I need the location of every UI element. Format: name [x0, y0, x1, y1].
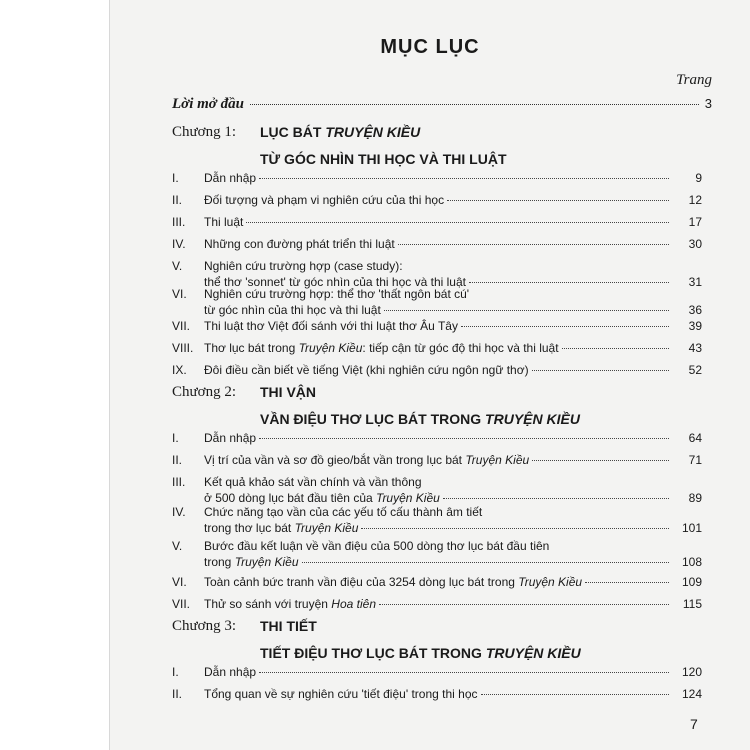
leader-dots — [259, 672, 669, 673]
leader-dots — [259, 178, 669, 179]
intro-entry — [172, 96, 712, 116]
entry-title: Dẫn nhập — [204, 171, 257, 185]
intro-label: Lời mở đầu — [172, 96, 244, 112]
entry-numeral: VII. — [172, 597, 191, 611]
entry-page: 71 — [688, 453, 702, 467]
entry-page: 109 — [681, 575, 702, 589]
entry-title: Chức năng tạo vần của các yếu tố cấu thành âm tiết — [204, 505, 483, 519]
entry-title: Dẫn nhập — [204, 431, 257, 445]
book-page — [110, 0, 750, 750]
entry-title: trong thơ lục bát Truyện Kiều — [204, 521, 359, 535]
leader-dots — [259, 438, 669, 439]
chapter-number: Chương 3: — [172, 618, 236, 634]
chapter-title — [260, 124, 420, 140]
chapter-subtitle-text: VẦN ĐIỆU THƠ LỤC BÁT TRONG — [260, 411, 482, 427]
chapter-title-text: LỤC BÁT — [260, 124, 322, 140]
entry-title: Tổng quan về sự nghiên cứu 'tiết điệu' trong thi học — [204, 687, 478, 701]
page-number: 7 — [690, 716, 698, 732]
leader-dots — [443, 498, 669, 499]
leader-dots — [562, 348, 669, 349]
entry-title: Kết quả khảo sát vần chính và vần thông — [204, 475, 422, 489]
chapter-subtitle-italic: TRUYỆN KIỀU — [485, 411, 580, 427]
entry-title: Thử so sánh với truyện Hoa tiên — [204, 597, 376, 611]
entry-numeral: IV. — [172, 505, 186, 519]
entry-page: 124 — [681, 687, 702, 701]
entry-numeral: VII. — [172, 319, 191, 333]
leader-dots — [384, 310, 669, 311]
entry-page: 52 — [688, 363, 702, 377]
entry-page: 120 — [681, 665, 702, 679]
entry-page: 101 — [681, 521, 702, 535]
entry-title: Thi luật — [204, 215, 244, 229]
entry-title: Đôi điều cần biết về tiếng Việt (khi nghiên cứu ngôn ngữ thơ) — [204, 363, 529, 377]
entry-numeral: VI. — [172, 287, 187, 301]
entry-page: 43 — [688, 341, 702, 355]
chapter-title: THI VẬN — [260, 384, 316, 400]
chapter-subtitle-italic: TRUYỆN KIỀU — [485, 645, 581, 661]
entry-page: 64 — [688, 431, 702, 445]
entry-page: 108 — [681, 555, 702, 569]
entry-title: ở 500 dòng lục bát đầu tiên của Truyện Kiều — [204, 491, 440, 505]
entry-page: 36 — [688, 303, 702, 317]
entry-numeral: V. — [172, 539, 183, 553]
entry-page: 39 — [688, 319, 702, 333]
leader-dots — [469, 282, 669, 283]
chapter-title-italic: TRUYỆN KIỀU — [325, 124, 421, 140]
leader-dots — [447, 200, 669, 201]
chapter-number: Chương 1: — [172, 124, 236, 140]
leader-dots — [379, 604, 669, 605]
entry-numeral: IV. — [172, 237, 186, 251]
entry-page: 17 — [688, 215, 702, 229]
entry-title: Thơ lục bát trong Truyện Kiều: tiếp cận từ góc độ thi học và thi luật — [204, 341, 559, 355]
entry-page: 89 — [688, 491, 702, 505]
entry-numeral: IX. — [172, 363, 187, 377]
leader-dots — [398, 244, 669, 245]
entry-title: Vị trí của vần và sơ đồ gieo/bắt vần trong lục bát Truyện Kiều — [204, 453, 530, 467]
entry-numeral: V. — [172, 259, 183, 273]
leader-dots — [481, 694, 670, 695]
entry-title: trong Truyện Kiều — [204, 555, 299, 569]
chapter-subtitle — [260, 645, 581, 661]
page-column-label: Trang — [676, 72, 712, 88]
chapter-number: Chương 2: — [172, 384, 236, 400]
chapter-subtitle — [260, 411, 580, 427]
entry-numeral: I. — [172, 431, 179, 445]
entry-numeral: III. — [172, 475, 186, 489]
leader-dots — [532, 370, 669, 371]
leader-dots — [532, 460, 669, 461]
leader-dots — [250, 104, 699, 105]
leader-dots — [302, 562, 670, 563]
chapter-subtitle: TỪ GÓC NHÌN THI HỌC VÀ THI LUẬT — [260, 151, 507, 167]
entry-title: từ góc nhìn của thi học và thi luật — [204, 303, 381, 317]
chapter-subtitle-text: TIẾT ĐIỆU THƠ LỤC BÁT TRONG — [260, 645, 482, 661]
entry-numeral: III. — [172, 215, 186, 229]
entry-page: 9 — [695, 171, 702, 185]
entry-title: Bước đầu kết luận về vần điệu của 500 dòng thơ lục bát đầu tiên — [204, 539, 550, 553]
intro-page: 3 — [704, 96, 712, 111]
entry-numeral: VI. — [172, 575, 187, 589]
leader-dots — [585, 582, 669, 583]
chapter-title: THI TIẾT — [260, 618, 317, 634]
entry-title: Đối tượng và phạm vi nghiên cứu của thi học — [204, 193, 445, 207]
entry-numeral: I. — [172, 665, 179, 679]
entry-numeral: I. — [172, 171, 179, 185]
entry-numeral: VIII. — [172, 341, 194, 355]
leader-dots — [246, 222, 669, 223]
entry-title: Nghiên cứu trường hợp (case study): — [204, 259, 403, 273]
entry-title: Dẫn nhập — [204, 665, 257, 679]
entry-page: 115 — [682, 597, 702, 611]
entry-numeral: II. — [172, 687, 183, 701]
entry-numeral: II. — [172, 453, 183, 467]
entry-title: thể thơ 'sonnet' từ góc nhìn của thi học và thi luật — [204, 275, 466, 289]
entry-title: Những con đường phát triển thi luật — [204, 237, 395, 251]
entry-title: Toàn cảnh bức tranh vần điệu của 3254 dòng lục bát trong Truyện Kiều — [204, 575, 583, 589]
leader-dots — [361, 528, 669, 529]
entry-page: 31 — [688, 275, 702, 289]
entry-title: Thi luật thơ Việt đối sánh với thi luật thơ Âu Tây — [204, 319, 458, 333]
entry-numeral: II. — [172, 193, 183, 207]
entry-page: 12 — [688, 193, 702, 207]
entry-title: Nghiên cứu trường hợp: thể thơ 'thất ngôn bát cú' — [204, 287, 470, 301]
entry-page: 30 — [688, 237, 702, 251]
page-title: MỤC LỤC — [380, 36, 480, 58]
leader-dots — [461, 326, 669, 327]
